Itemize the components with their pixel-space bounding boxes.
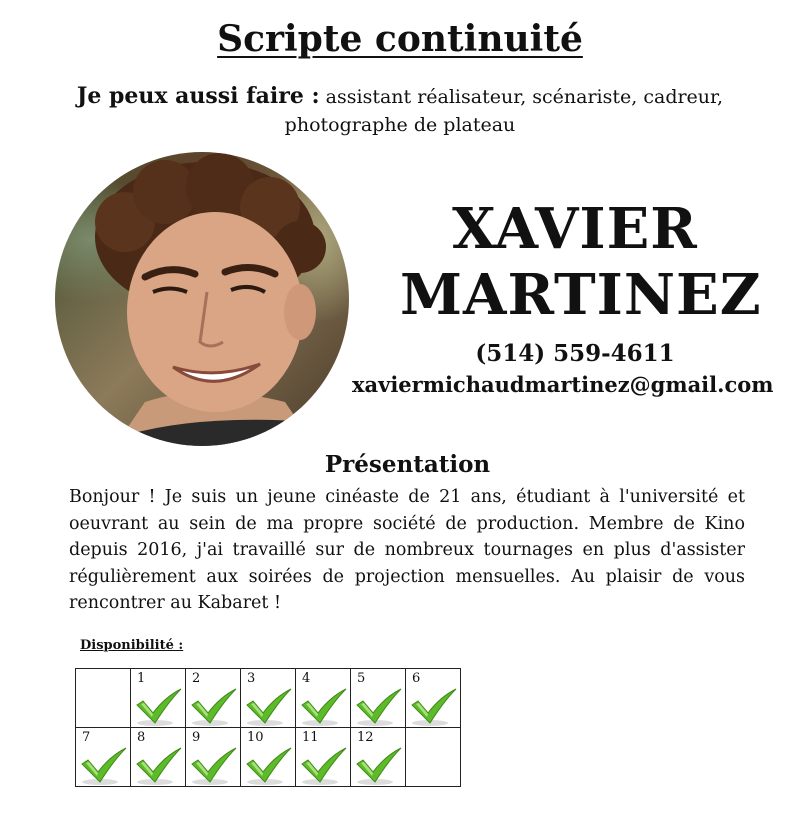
day-number: 4 [302, 671, 311, 686]
other-roles-list: assistant réalisateur, scénariste, cadreur, [325, 86, 724, 108]
checkmark-icon [243, 746, 295, 786]
day-number: 2 [192, 671, 201, 686]
last-name: MARTINEZ [400, 262, 762, 328]
other-roles-list-line2: photographe de plateau [284, 114, 516, 136]
candidate-name [400, 196, 762, 328]
checkmark-icon [353, 746, 405, 786]
checkmark-icon [78, 746, 130, 786]
calendar-day-cell [186, 669, 241, 728]
calendar-day-cell [241, 669, 296, 728]
calendar-day-cell [131, 669, 186, 728]
day-number: 9 [192, 730, 201, 745]
day-number: 1 [137, 671, 146, 686]
checkmark-icon [133, 746, 185, 786]
calendar-day-cell [351, 728, 406, 787]
calendar-day-cell [296, 669, 351, 728]
calendar-day-cell [406, 669, 461, 728]
calendar-row-1 [76, 669, 461, 728]
checkmark-icon [298, 746, 350, 786]
checkmark-icon [133, 687, 185, 727]
presentation-heading: Présentation [324, 451, 491, 478]
day-number: 6 [412, 671, 421, 686]
phone-number: (514) 559-4611 [475, 340, 675, 367]
checkmark-icon [298, 687, 350, 727]
other-roles-lead: Je peux aussi faire : [76, 83, 320, 109]
day-number: 7 [82, 730, 91, 745]
calendar-day-cell [186, 728, 241, 787]
availability-calendar [75, 668, 461, 787]
availability-label: Disponibilité : [80, 638, 184, 653]
day-number: 3 [247, 671, 256, 686]
checkmark-icon [188, 746, 240, 786]
title-text: Scripte continuité [217, 18, 583, 60]
checkmark-icon [408, 687, 460, 727]
checkmark-icon [353, 687, 405, 727]
day-number: 10 [247, 730, 264, 745]
day-number: 5 [357, 671, 366, 686]
presentation-text: Bonjour ! Je suis un jeune cinéaste de 21 ans, étudiant à l'université et oeuvrant au sein de ma propre société de production. Membre de Kino depuis 2016, j'ai travaillé sur de nombreux tournages en plus d'assister régulièrement aux soirées de projection mensuelles. Au plaisir de vous rencontrer au Kabaret ! [69, 487, 745, 613]
first-name: XAVIER [452, 196, 698, 262]
calendar-day-cell [296, 728, 351, 787]
calendar-day-cell [351, 669, 406, 728]
day-number: 8 [137, 730, 146, 745]
calendar-day-cell [76, 669, 131, 728]
email-address: xaviermichaudmartinez@gmail.com [352, 372, 774, 397]
calendar-day-cell [241, 728, 296, 787]
checkmark-icon [243, 687, 295, 727]
day-number: 12 [357, 730, 374, 745]
other-roles [0, 82, 800, 139]
calendar-day-cell [76, 728, 131, 787]
calendar-day-cell [406, 728, 461, 787]
checkmark-icon [188, 687, 240, 727]
document-title [0, 18, 800, 60]
calendar-row-2 [76, 728, 461, 787]
profile-photo [55, 152, 349, 446]
calendar-day-cell [131, 728, 186, 787]
day-number: 11 [302, 730, 319, 745]
